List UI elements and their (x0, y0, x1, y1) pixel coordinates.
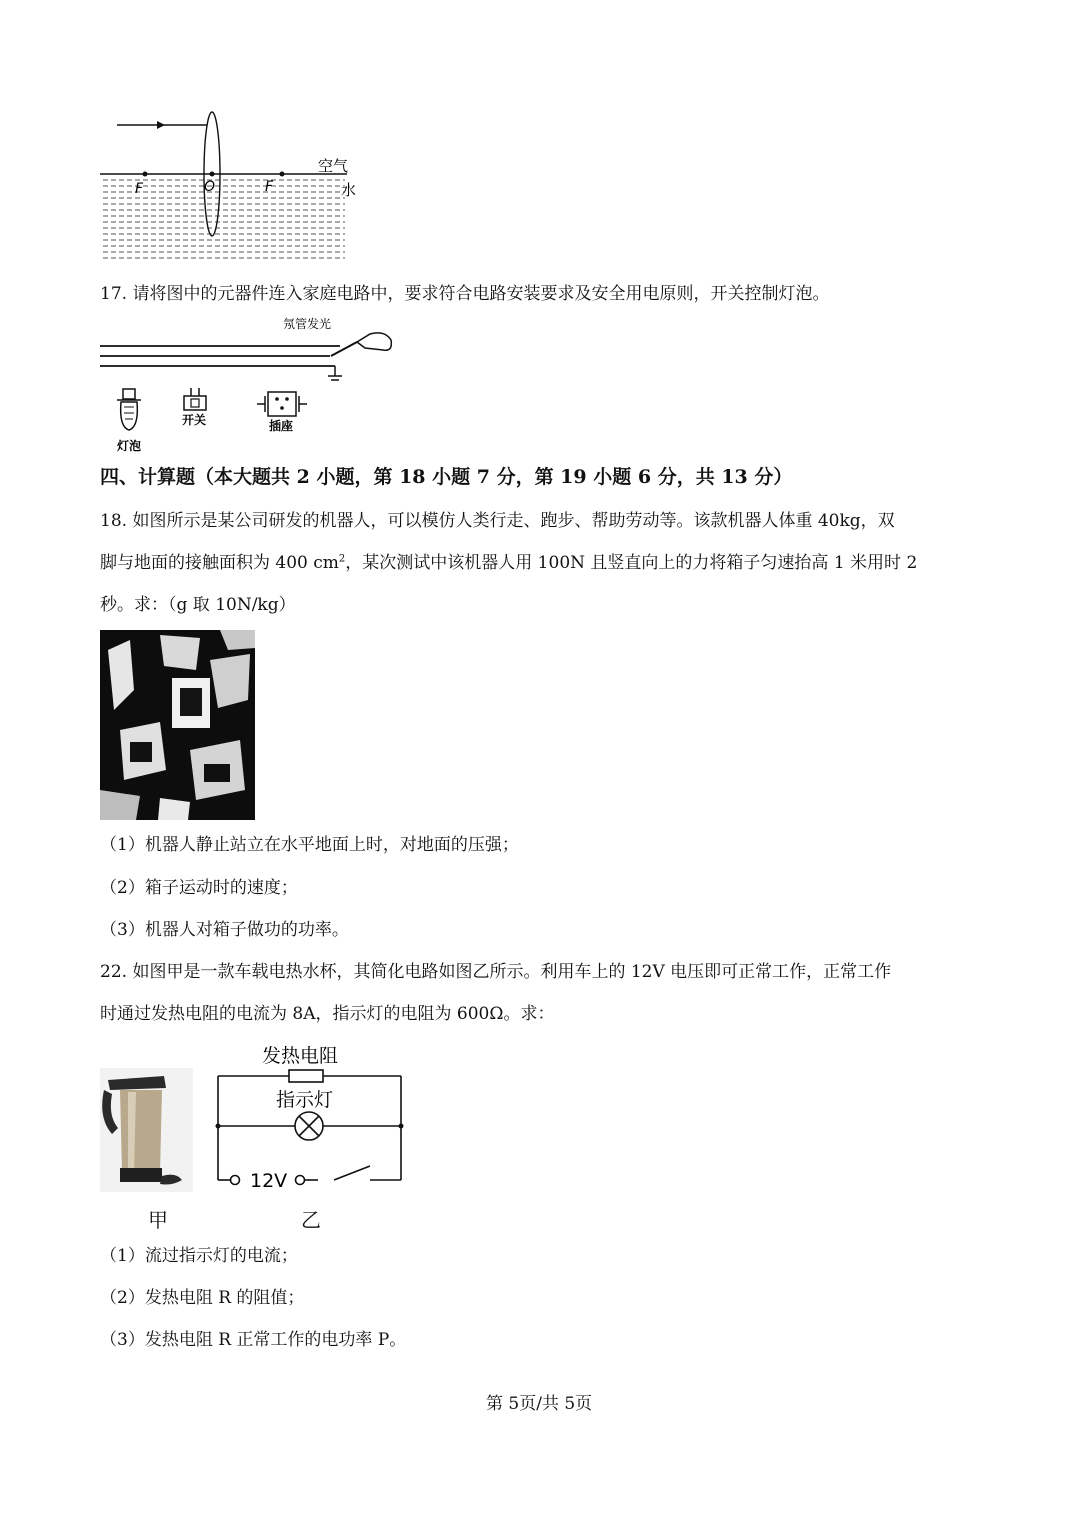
focus-right-label: F (265, 179, 274, 195)
tester-label: 氖管发光 (283, 317, 332, 331)
q22-line2: 时通过发热电阻的电流为 8A，指示灯的电阻为 600Ω。求： (100, 1004, 555, 1024)
optical-center-label: O (204, 179, 216, 195)
robot-photo-graphic (100, 630, 255, 820)
q22-sub3: （3）发热电阻 R 正常工作的电功率 P。 (100, 1330, 407, 1350)
water-label: 水 (341, 181, 357, 199)
q18-line2 (100, 552, 917, 574)
lens-diagram (95, 105, 365, 265)
junction-right (399, 1124, 404, 1129)
focus-right-point (280, 172, 285, 177)
q18-sub3: （3）机器人对箱子做功的功率。 (100, 920, 349, 940)
focus-left-label: F (135, 181, 144, 197)
socket-icon (257, 392, 307, 416)
q18-sub2: （2）箱子运动时的速度； (100, 878, 298, 898)
q18-line2-part1: 脚与地面的接触面积为 400 cm (100, 553, 339, 573)
bulb-icon (117, 389, 141, 430)
air-label: 空气 (318, 157, 349, 175)
lens-figure (95, 105, 365, 265)
bulb-label: 灯泡 (117, 439, 142, 453)
terminal-left (231, 1176, 240, 1185)
tester-pen-icon (331, 342, 357, 356)
optical-center-point (210, 172, 215, 177)
q18-line1: 18. 如图所示是某公司研发的机器人，可以模仿人类行走、跑步、帮助劳动等。该款机器人体重 40kg，双 (100, 511, 895, 531)
q22-circuit-figure (210, 1040, 410, 1190)
q22-line1: 22. 如图甲是一款车载电热水杯，其简化电路如图乙所示。利用车上的 12V 电压即可正常工作，正常工作 (100, 962, 892, 982)
caption-jia: 甲 (148, 1208, 168, 1232)
focus-left-point (143, 172, 148, 177)
indicator-label: 指示灯 (276, 1089, 334, 1111)
kettle-photo (100, 1068, 193, 1192)
switch-label: 开关 (182, 413, 207, 427)
q18-area-exponent: 2 (338, 553, 346, 565)
section4-heading: 四、计算题（本大题共 2 小题，第 18 小题 7 分，第 19 小题 6 分，共 13 分） (100, 466, 793, 488)
q22-sub2: （2）发热电阻 R 的阻值； (100, 1288, 305, 1308)
q17-figure (95, 312, 405, 457)
hand-icon (357, 333, 391, 350)
page-number: 第 5页/共 5页 (486, 1394, 593, 1414)
house-circuit-diagram (95, 312, 405, 457)
q18-line2-part2: ，某次测试中该机器人用 100N 且竖直向上的力将箱子匀速抬高 1 米用时 2 (345, 553, 918, 573)
heater-circuit-diagram (210, 1040, 410, 1190)
heater-resistor (289, 1070, 323, 1082)
switch-icon (184, 388, 206, 410)
socket-label: 插座 (269, 419, 294, 433)
heater-label: 发热电阻 (262, 1045, 339, 1067)
robot-photo (100, 630, 255, 820)
q17-text: 17. 请将图中的元器件连入家庭电路中，要求符合电路安装要求及安全用电原则，开关控制灯泡。 (100, 284, 830, 304)
ray-arrow-icon (157, 121, 165, 129)
switch-blade (334, 1166, 370, 1180)
q18-sub1: （1）机器人静止站立在水平地面上时，对地面的压强； (100, 835, 519, 855)
caption-yi: 乙 (301, 1208, 321, 1232)
voltage-label: 12V (250, 1170, 288, 1190)
kettle-graphic (100, 1068, 193, 1192)
q22-sub1: （1）流过指示灯的电流； (100, 1246, 298, 1266)
q18-line3: 秒。求：（g 取 10N/kg） (100, 595, 296, 615)
junction-left (216, 1124, 221, 1129)
terminal-right (296, 1176, 305, 1185)
